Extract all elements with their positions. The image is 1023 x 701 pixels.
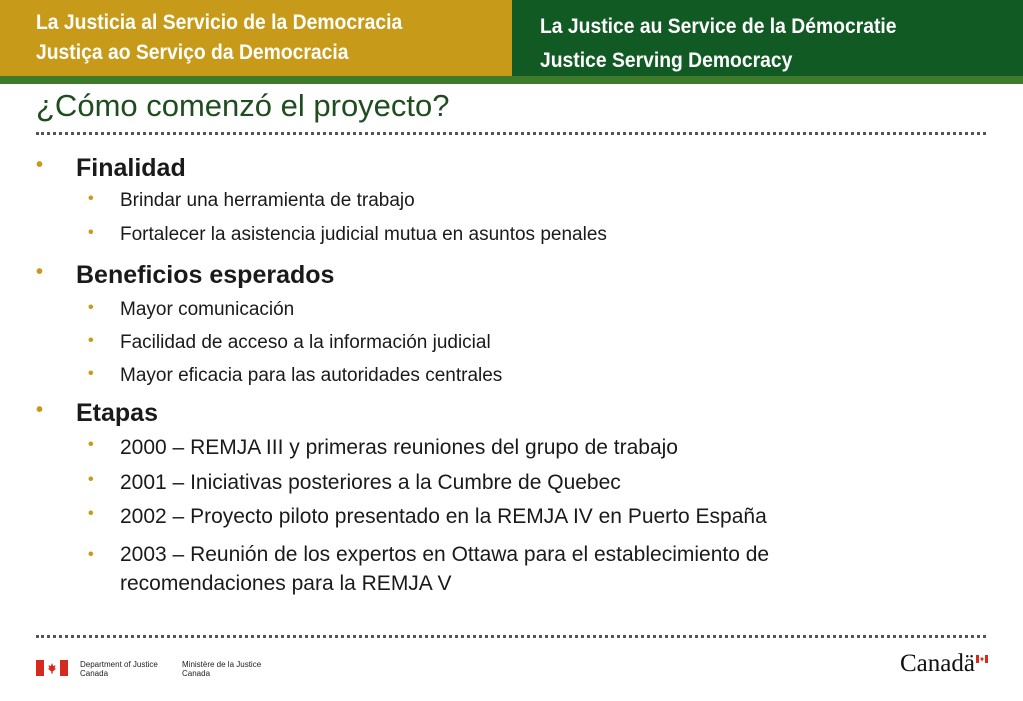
canada-wordmark: Canadä (900, 650, 975, 677)
bullet-icon: • (88, 546, 94, 563)
department-fr-line1: Ministère de la Justice (182, 660, 262, 669)
department-fr (182, 660, 261, 678)
slide-title: ¿Cómo comenzó el proyecto? (36, 88, 450, 123)
list-item-text: Mayor eficacia para las autoridades centrales (120, 365, 503, 386)
list-item-text: Brindar una herramienta de trabajo (120, 190, 415, 211)
list-item (36, 224, 986, 261)
bullet-icon: • (36, 154, 44, 176)
list-item (36, 332, 986, 365)
list-item-text: Mayor comunicación (120, 299, 295, 320)
bullet-icon: • (88, 436, 94, 453)
department-en-line2: Canada (80, 669, 109, 678)
bullet-icon: • (88, 299, 94, 316)
bullet-icon: • (88, 190, 94, 207)
section-heading (36, 154, 986, 190)
wordmark-flag-icon (976, 655, 988, 663)
title-divider (36, 132, 986, 135)
header-right-line1: La Justice au Service de la Démocratie (540, 15, 897, 38)
section-heading (36, 261, 986, 299)
bullet-icon: • (88, 365, 94, 382)
department-fr-line2: Canada (182, 669, 211, 678)
bullet-icon: • (88, 332, 94, 349)
bullet-icon: • (88, 224, 94, 241)
list-item (36, 190, 986, 224)
footer-signature (36, 656, 336, 684)
section-heading (36, 399, 986, 436)
bullet-icon: • (36, 261, 44, 283)
header-right-text (540, 10, 897, 78)
list-item (36, 299, 986, 332)
list-item-text: Fortalecer la asistencia judicial mutua en asuntos penales (120, 224, 607, 245)
section-heading-text: Finalidad (76, 154, 186, 182)
bullet-icon: • (88, 471, 94, 488)
list-item-text: 2003 – Reunión de los expertos en Ottawa para el establecimiento de recomendaciones para la REMJA V (120, 543, 770, 595)
list-item (36, 505, 986, 540)
list-item-text: 2001 – Iniciativas posteriores a la Cumbre de Quebec (120, 471, 621, 494)
header-left-line1: La Justicia al Servicio de la Democracia (36, 11, 403, 34)
canada-flag-icon (36, 660, 68, 676)
department-en-line1: Department of Justice (80, 660, 158, 669)
department-en (80, 660, 158, 678)
list-item-text: 2002 – Proyecto piloto presentado en la REMJA IV en Puerto España (120, 505, 767, 528)
bullet-icon: • (88, 505, 94, 522)
bullet-icon: • (36, 399, 44, 421)
header-right-line2: Justice Serving Democracy (540, 49, 793, 72)
list-item-text: 2000 – REMJA III y primeras reuniones del grupo de trabajo (120, 436, 678, 459)
footer-divider (36, 635, 986, 638)
section-heading-text: Etapas (76, 399, 158, 427)
list-item-text: Facilidad de acceso a la información judicial (120, 332, 491, 353)
slide-content (36, 150, 986, 598)
list-item (36, 436, 986, 471)
header-left-text (36, 8, 402, 68)
section-heading-text: Beneficios esperados (76, 261, 335, 289)
list-item (36, 471, 986, 505)
list-item (36, 540, 880, 598)
list-item (36, 365, 986, 399)
header-left-line2: Justiça ao Serviço da Democracia (36, 41, 349, 64)
